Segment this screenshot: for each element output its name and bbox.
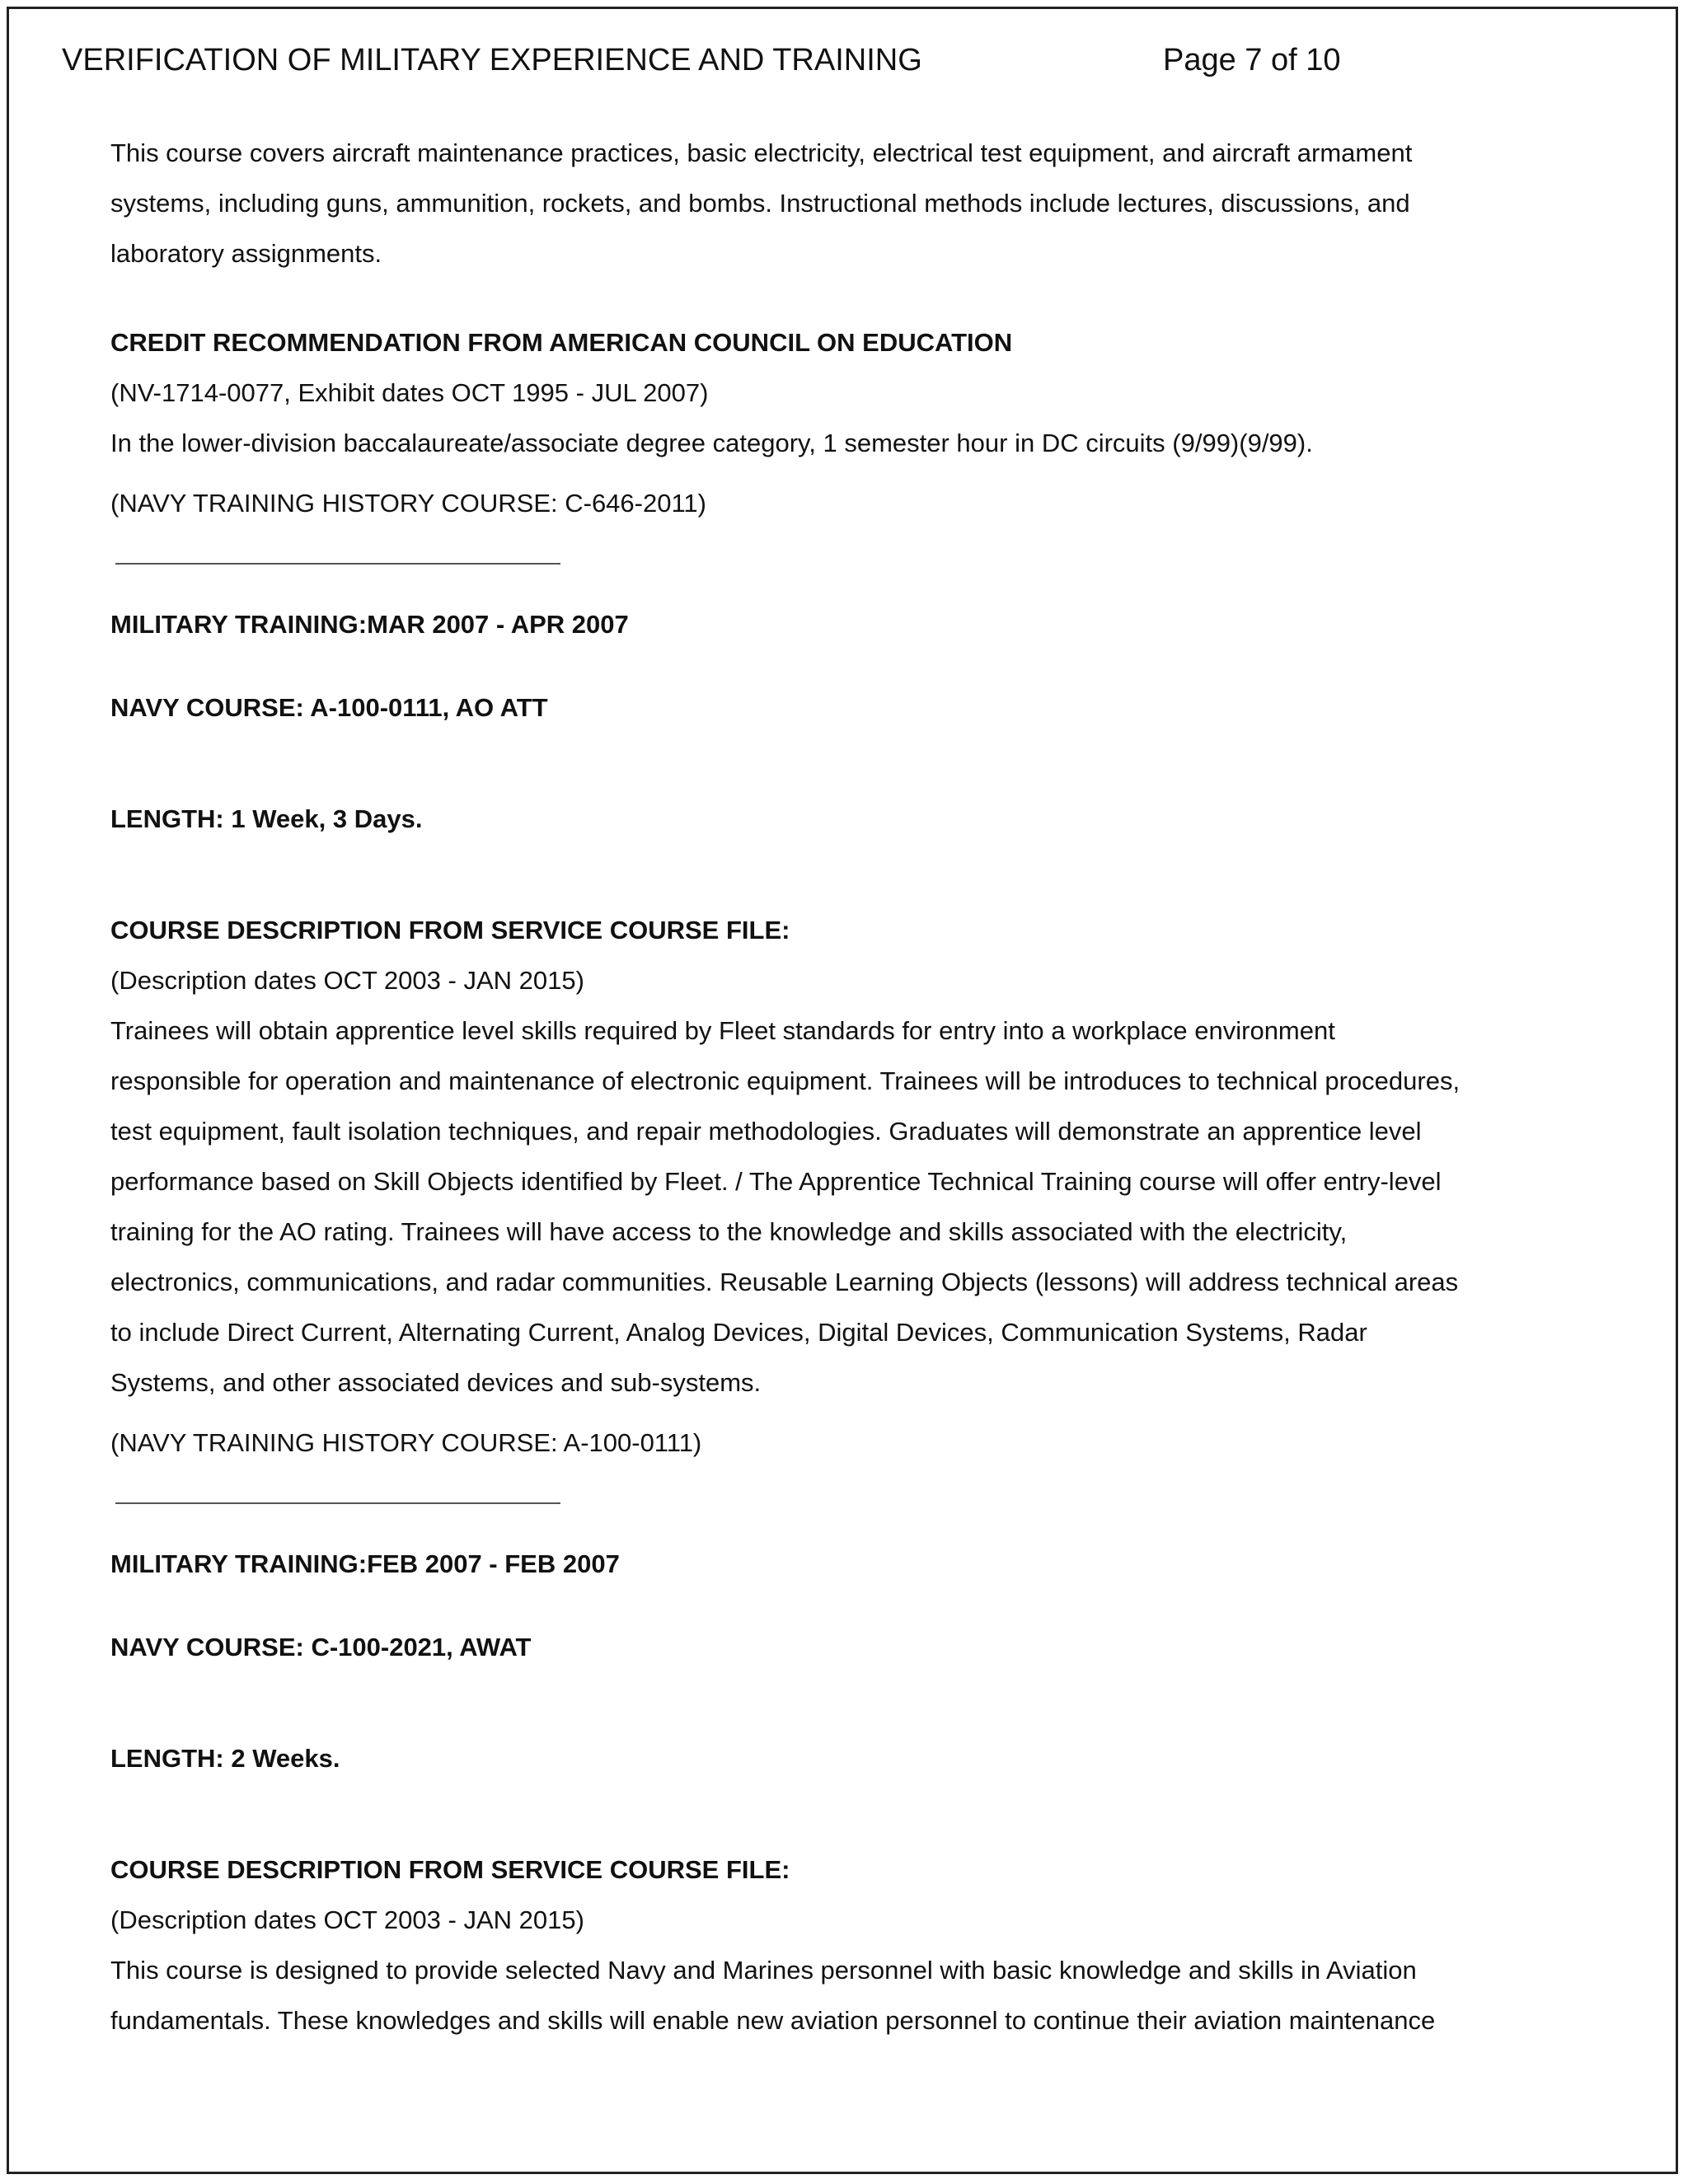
credit-text: In the lower-division baccalaureate/associate degree category, 1 semester hour in DC circuits (9/99)(9/99). <box>110 429 1313 457</box>
training-entry <box>110 1539 1586 2046</box>
training-dates: MILITARY TRAINING:MAR 2007 - APR 2007 <box>110 610 629 639</box>
intro-line: systems, including guns, ammunition, rockets, and bombs. Instructional methods include lectures, discussions, and <box>110 189 1410 218</box>
description-heading: COURSE DESCRIPTION FROM SERVICE COURSE FILE: <box>110 1855 790 1884</box>
intro-line: This course covers aircraft maintenance practices, basic electricity, electrical test equipment, and aircraft armament <box>110 138 1413 167</box>
description-line: responsible for operation and maintenance of electronic equipment. Trainees will be introduces to technical procedures, <box>110 1066 1461 1095</box>
training-entry <box>110 599 1586 1468</box>
description-line: test equipment, fault isolation techniques, and repair methodologies. Graduates will demonstrate an apprentice level <box>110 1117 1422 1146</box>
credit-recommendation-section <box>110 317 1586 528</box>
description-dates: (Description dates OCT 2003 - JAN 2015) <box>110 1905 584 1934</box>
course-id: NAVY COURSE: A-100-0111, AO ATT <box>110 693 548 722</box>
description-line: fundamentals. These knowledges and skills will enable new aviation personnel to continue their aviation maintenance <box>110 2006 1436 2035</box>
description-line: to include Direct Current, Alternating Current, Analog Devices, Digital Devices, Communication Systems, Radar <box>110 1318 1367 1347</box>
document-body <box>110 128 1586 2046</box>
description-line: electronics, communications, and radar communities. Reusable Learning Objects (lessons) will address technical areas <box>110 1268 1459 1296</box>
description-line: Trainees will obtain apprentice level skills required by Fleet standards for entry into a workplace environment <box>110 1016 1335 1045</box>
intro-paragraph <box>110 128 1586 279</box>
course-length: LENGTH: 2 Weeks. <box>110 1744 340 1773</box>
credit-exhibit: (NV-1714-0077, Exhibit dates OCT 1995 - JUL 2007) <box>110 378 709 407</box>
description-line: performance based on Skill Objects identified by Fleet. / The Apprentice Technical Training course will offer entry-level <box>110 1167 1442 1196</box>
training-history: (NAVY TRAINING HISTORY COURSE: A-100-0111) <box>110 1428 702 1457</box>
page-header <box>62 40 1611 81</box>
description-line: Systems, and other associated devices and sub-systems. <box>110 1368 762 1397</box>
description-line: training for the AO rating. Trainees will have access to the knowledge and skills associated with the electricity, <box>110 1217 1348 1246</box>
document-title: VERIFICATION OF MILITARY EXPERIENCE AND TRAINING <box>62 43 922 77</box>
course-id: NAVY COURSE: C-100-2021, AWAT <box>110 1633 532 1661</box>
intro-line: laboratory assignments. <box>110 239 382 268</box>
credit-history: (NAVY TRAINING HISTORY COURSE: C-646-2011) <box>110 489 706 518</box>
description-dates: (Description dates OCT 2003 - JAN 2015) <box>110 966 584 995</box>
page-number: Page 7 of 10 <box>1163 43 1341 77</box>
training-dates: MILITARY TRAINING:FEB 2007 - FEB 2007 <box>110 1549 620 1578</box>
course-length: LENGTH: 1 Week, 3 Days. <box>110 804 423 833</box>
credit-heading: CREDIT RECOMMENDATION FROM AMERICAN COUNCIL ON EDUCATION <box>110 328 1013 357</box>
section-divider <box>115 1502 560 1504</box>
description-line: This course is designed to provide selected Navy and Marines personnel with basic knowledge and skills in Aviation <box>110 1956 1417 1985</box>
section-divider <box>115 563 560 565</box>
description-heading: COURSE DESCRIPTION FROM SERVICE COURSE FILE: <box>110 916 790 944</box>
